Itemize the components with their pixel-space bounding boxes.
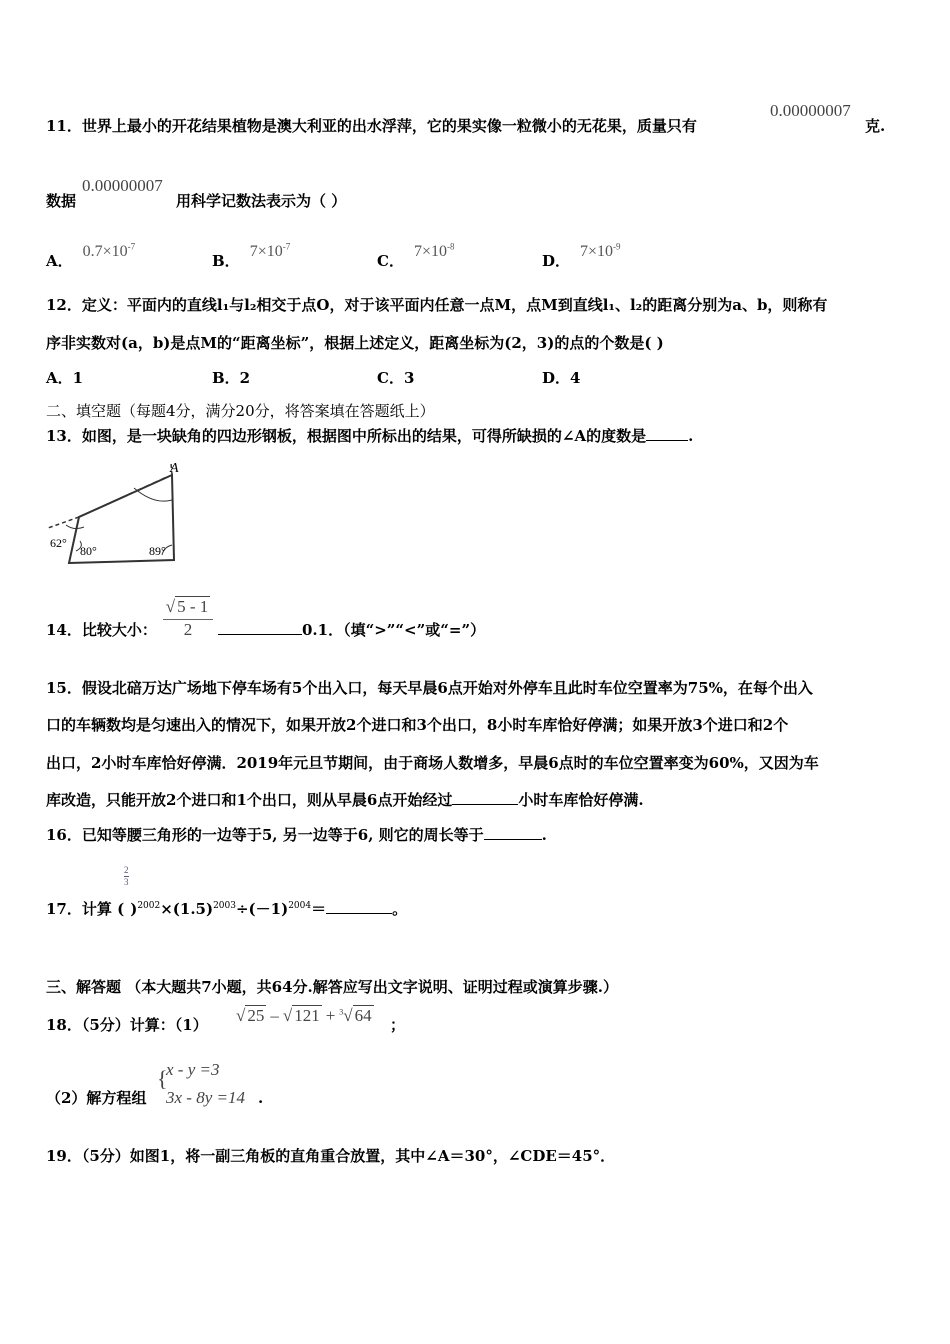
q19-text: 19．（5分）如图1，将一副三角板的直角重合放置，其中∠A＝30°，∠CDE＝45°． [46, 1147, 616, 1165]
q18-end2: . [258, 1089, 264, 1107]
q18-prefix: 18．（5分）计算：（1） [46, 1016, 208, 1034]
q11-option-a[interactable]: A．$0.7\times 10^{-7}$ [46, 241, 136, 270]
q18-brace: { [157, 1066, 168, 1091]
q17-text: 17．计算 ( )$^{2002}\times(1.5)^{2003}\div(-1)^{2004}=$ 。 [46, 900, 408, 918]
label-62: 62° [50, 536, 67, 550]
q12-option-d[interactable]: D．4 [542, 369, 581, 387]
q16-text: 16．已知等腰三角形的一边等于5, 另一边等于6, 则它的周长等于 . [46, 826, 547, 844]
q12-line2: 序非实数对(a，b)是点M的“距离坐标”，根据上述定义，距离坐标为(2，3)的点的个数是( ) [46, 334, 664, 352]
section3-heading: 三、解答题 （本大题共7小题，共64分.解答应写出文字说明、证明过程或演算步骤.） [46, 978, 618, 996]
q16-answer-blank[interactable] [484, 839, 542, 840]
q14-prefix: 14．比较大小： [46, 621, 157, 639]
q15-line2: 口的车辆数均是匀速出入的情况下，如果开放2个进口和3个出口，8小时车库恰好停满；如果开放3个进口和2个 [46, 716, 789, 734]
q17-answer-blank[interactable] [326, 913, 392, 914]
q11-line2-suffix: 用科学记数法表示为（ ） [176, 192, 347, 210]
q11-option-d[interactable]: D．$7\times 10^{-9}$ [542, 241, 621, 270]
label-80: 80° [80, 544, 97, 558]
q11-value: 0.00000007 [770, 101, 851, 120]
q18-part2: （2）解方程组 [46, 1089, 147, 1107]
q13-answer-blank[interactable] [646, 440, 688, 441]
q18-end: ； [390, 1016, 406, 1034]
q11-line1-end: 克. [865, 117, 886, 135]
q13-text: 13．如图，是一块缺角的四边形钢板，根据图中所标出的结果，可得所缺损的∠A的度数是 . [46, 427, 694, 445]
q18-expression: √ 25 – √ 121 + $^3$√ 64 [236, 1006, 372, 1025]
q12-option-a[interactable]: A．1 [46, 369, 84, 387]
q15-line1: 15．假设北碚万达广场地下停车场有5个出入口，每天早晨6点开始对外停车且此时车位空置率为75%，在每个出入 [46, 679, 813, 697]
q15-line4: 库改造，只能开放2个进口和1个出口，则从早晨6点开始经过 小时车库恰好停满. [46, 791, 644, 809]
section2-heading: 二、填空题（每题4分，满分20分，将答案填在答题纸上） [46, 402, 435, 420]
q11-line2-prefix: 数据 [46, 192, 77, 210]
q12-option-b[interactable]: B．2 [212, 369, 251, 387]
q11-value-2: 0.00000007 [82, 176, 163, 195]
q12-option-c[interactable]: C．3 [377, 369, 415, 387]
label-89: 89° [149, 544, 166, 558]
q14-fraction: $\frac{√ 5 - 1}{2}$ [163, 596, 213, 640]
extension-line [48, 517, 79, 528]
q18-eq1: x - y =3 [166, 1060, 220, 1079]
q14-suffix: 0.1．（填“>”“<”或“=”） [218, 620, 485, 640]
label-a: A [170, 461, 179, 476]
q14-answer-blank[interactable] [218, 634, 302, 635]
q18-eq2: 3x - 8y =14 [166, 1088, 245, 1107]
arc-62 [66, 525, 84, 529]
q17-fraction: 2 3 [124, 865, 129, 887]
q13-figure [44, 455, 194, 570]
q15-answer-blank[interactable] [452, 804, 518, 805]
q15-line3: 出口，2小时车库恰好停满．2019年元旦节期间，由于商场人数增多，早晨6点时的车位空置率变为60%，又因为车 [46, 754, 819, 772]
q12-line1: 12．定义：平面内的直线l₁与l₂相交于点O，对于该平面内任意一点M，点M到直线l₁、l₂的距离分别为a、b，则称有 [46, 296, 828, 314]
q11-option-b[interactable]: B．$7\times 10^{-7}$ [212, 241, 291, 270]
q11-option-c[interactable]: C．$7\times 10^{-8}$ [377, 241, 455, 270]
q11-line1: 11．世界上最小的开花结果植物是澳大利亚的出水浮萍，它的果实像一粒微小的无花果，质量只有 [46, 117, 697, 135]
